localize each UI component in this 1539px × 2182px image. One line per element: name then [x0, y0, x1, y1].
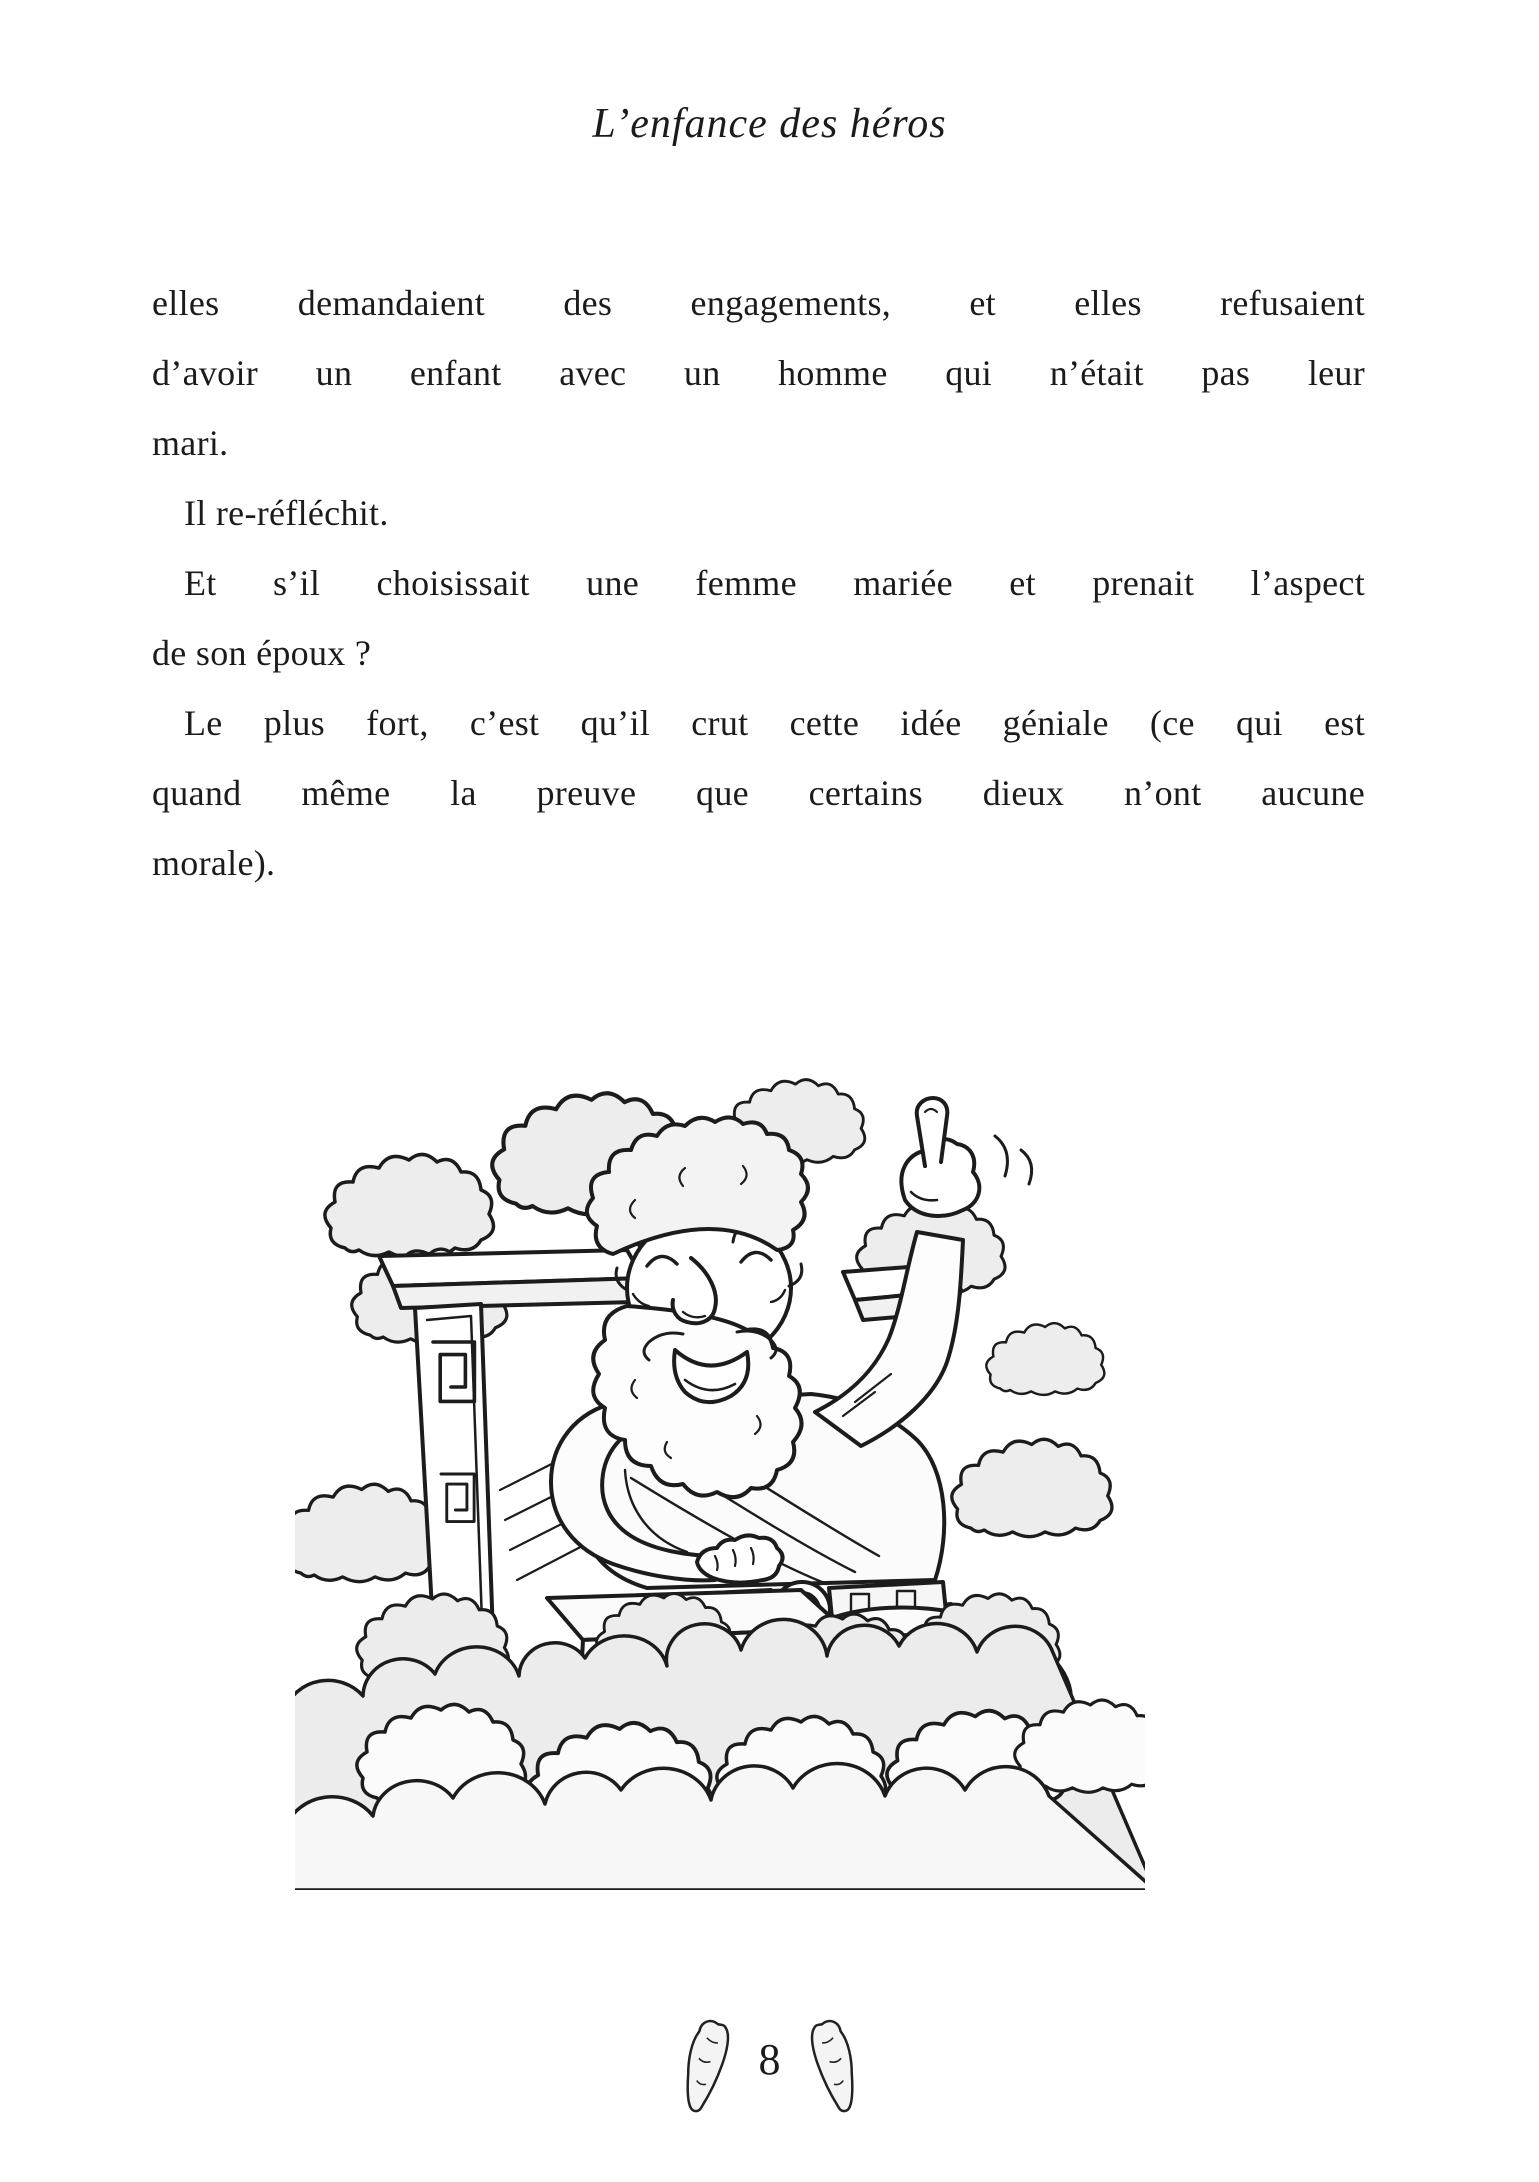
foreground-clouds — [295, 1594, 1145, 1890]
illustration — [295, 1050, 1145, 1890]
running-head: L’enfance des héros — [592, 101, 947, 147]
text-line: morale). — [152, 843, 276, 883]
zeus-illustration — [295, 1050, 1145, 1890]
text-line: de son époux ? — [152, 633, 372, 673]
text-line: elles demandaient des engagements, et elles refusaient — [152, 283, 1365, 323]
text-line: Le plus fort, c’est qu’il crut cette idée géniale (ce qui est — [184, 703, 1365, 743]
club-icon-right — [807, 2016, 865, 2116]
club-icon-left — [675, 2016, 733, 2116]
text-line: d’avoir un enfant avec un homme qui n’était pas leur — [152, 353, 1365, 393]
page-footer — [0, 2016, 1539, 2116]
text-line: Il re-réfléchit. — [184, 493, 389, 533]
body-text — [152, 268, 1365, 898]
page-number: 8 — [758, 2035, 781, 2084]
text-line: quand même la preuve que certains dieux n’ont aucune — [152, 773, 1365, 813]
text-line: Et s’il choisissait une femme mariée et prenait l’aspect — [184, 563, 1365, 603]
text-line: mari. — [152, 423, 229, 463]
